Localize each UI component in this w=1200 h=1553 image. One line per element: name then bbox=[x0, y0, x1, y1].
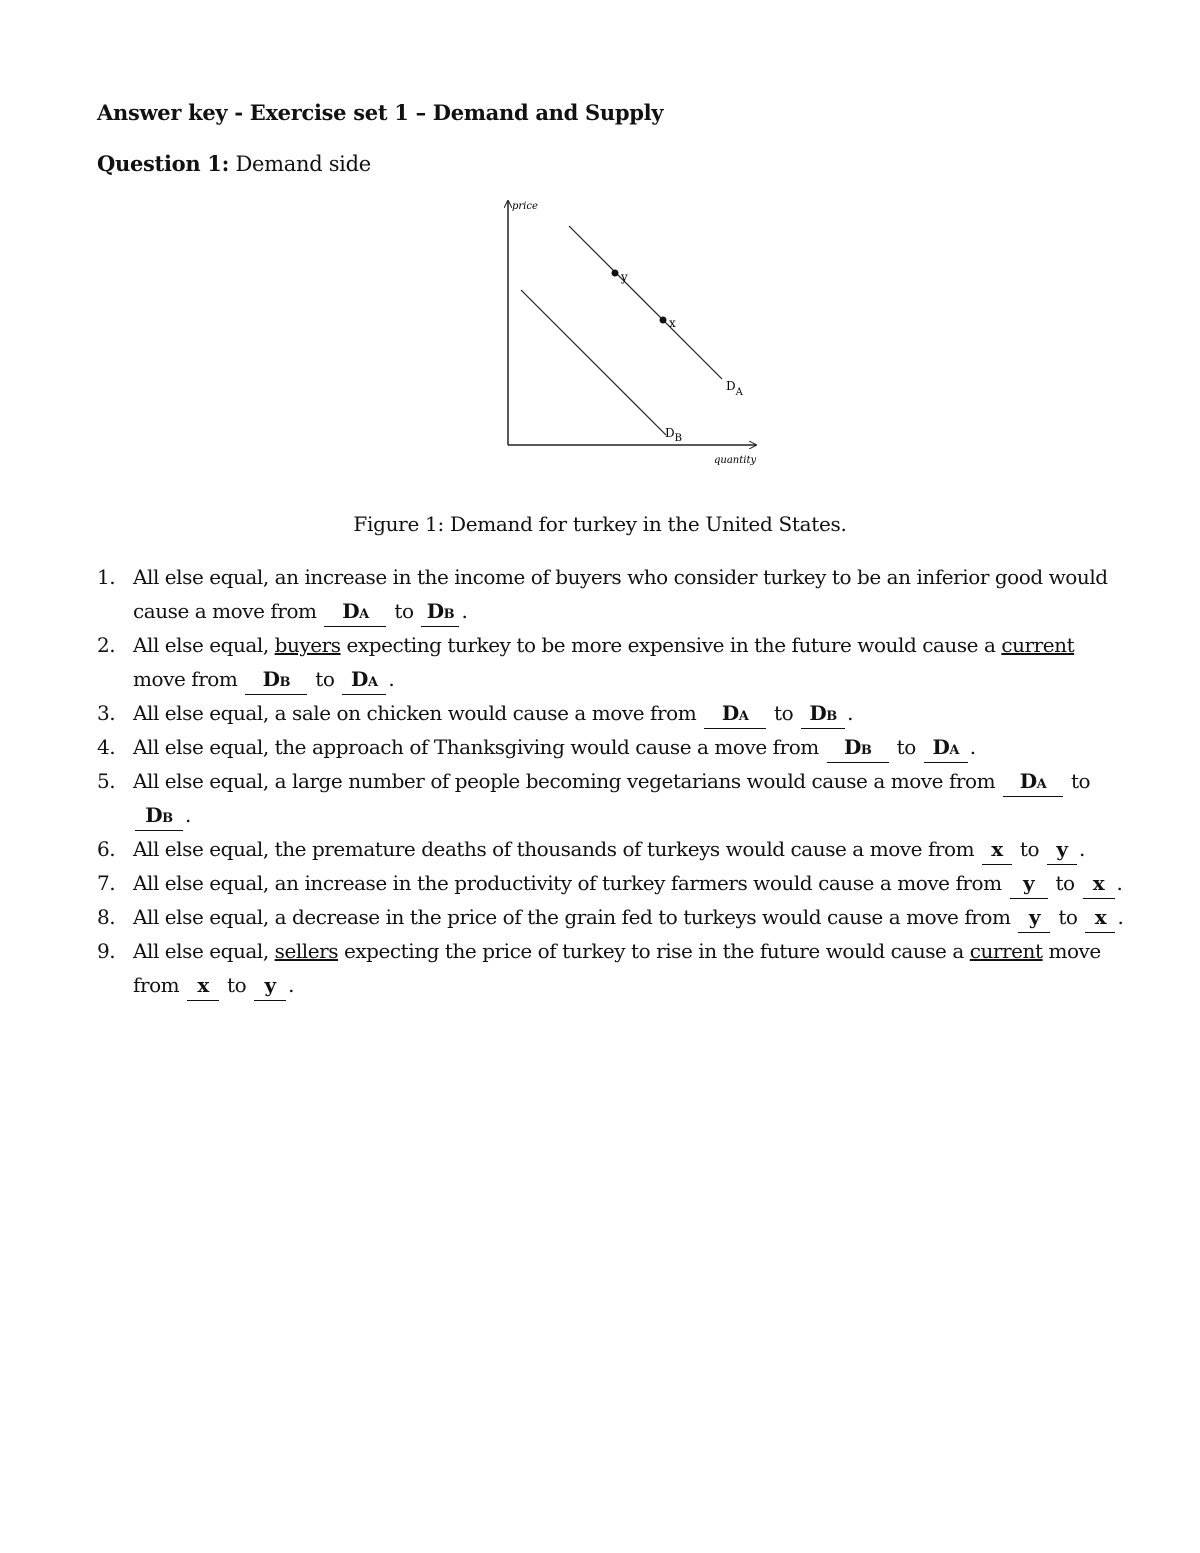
x-axis-label: quantity bbox=[714, 455, 757, 466]
answer-blank: DB bbox=[245, 668, 307, 695]
answer-blank: DA bbox=[924, 736, 968, 763]
answer-blank: DB bbox=[801, 702, 845, 729]
list-item: 8. All else equal, a decrease in the price of the grain fed to turkeys would cause a move from y to x . bbox=[97, 900, 1127, 934]
answer-blank: DB bbox=[421, 600, 459, 627]
question-heading bbox=[97, 151, 371, 176]
question-list bbox=[97, 560, 1127, 1002]
figure-caption: Figure 1: Demand for turkey in the United States. bbox=[353, 512, 847, 536]
demand-curve-a bbox=[569, 226, 722, 379]
list-item: 1. All else equal, an increase in the income of buyers who consider turkey to be an inferior good would cause a move from DA to DB . bbox=[97, 560, 1127, 628]
page-title: Answer key - Exercise set 1 – Demand and Supply bbox=[97, 100, 664, 125]
answer-blank: y bbox=[254, 974, 286, 1001]
y-axis-label: price bbox=[512, 201, 538, 212]
curve-a-label: $D_A$ bbox=[726, 379, 743, 398]
question-topic: Demand side bbox=[235, 152, 371, 176]
list-item: 6. All else equal, the premature deaths of thousands of turkeys would cause a move from x to y . bbox=[97, 832, 1127, 866]
answer-blank: DA bbox=[342, 668, 386, 695]
list-item: 3. All else equal, a sale on chicken would cause a move from DA to DB . bbox=[97, 696, 1127, 730]
answer-blank: DB bbox=[135, 804, 183, 831]
answer-blank: x bbox=[982, 838, 1012, 865]
demand-figure bbox=[490, 193, 770, 483]
answer-blank: y bbox=[1018, 906, 1050, 933]
question-label: Question 1: bbox=[97, 151, 230, 176]
answer-blank: x bbox=[1085, 906, 1115, 933]
demand-curve-b bbox=[521, 290, 666, 435]
answer-blank: x bbox=[187, 974, 219, 1001]
list-item: 9. All else equal, sellers expecting the price of turkey to rise in the future would cause a current move from x to y . bbox=[97, 934, 1127, 1002]
list-item: 4. All else equal, the approach of Thanksgiving would cause a move from DB to DA . bbox=[97, 730, 1127, 764]
curve-b-label: $D_B$ bbox=[665, 426, 682, 444]
list-item: 2. All else equal, buyers expecting turkey to be more expensive in the future would cause a current move from DB to DA . bbox=[97, 628, 1127, 696]
point-y bbox=[612, 270, 619, 277]
point-y-label: y bbox=[621, 270, 628, 284]
answer-blank: DA bbox=[1003, 770, 1063, 797]
list-item: 5. All else equal, a large number of people becoming vegetarians would cause a move from DA to DB . bbox=[97, 764, 1127, 832]
answer-blank: y bbox=[1010, 872, 1048, 899]
answer-blank: y bbox=[1047, 838, 1077, 865]
answer-blank: DA bbox=[704, 702, 766, 729]
point-x bbox=[660, 317, 667, 324]
answer-blank: DA bbox=[324, 600, 386, 627]
point-x-label: x bbox=[669, 316, 676, 330]
list-item: 7. All else equal, an increase in the productivity of turkey farmers would cause a move from y to x . bbox=[97, 866, 1127, 900]
answer-blank: DB bbox=[827, 736, 889, 763]
answer-blank: x bbox=[1083, 872, 1115, 899]
